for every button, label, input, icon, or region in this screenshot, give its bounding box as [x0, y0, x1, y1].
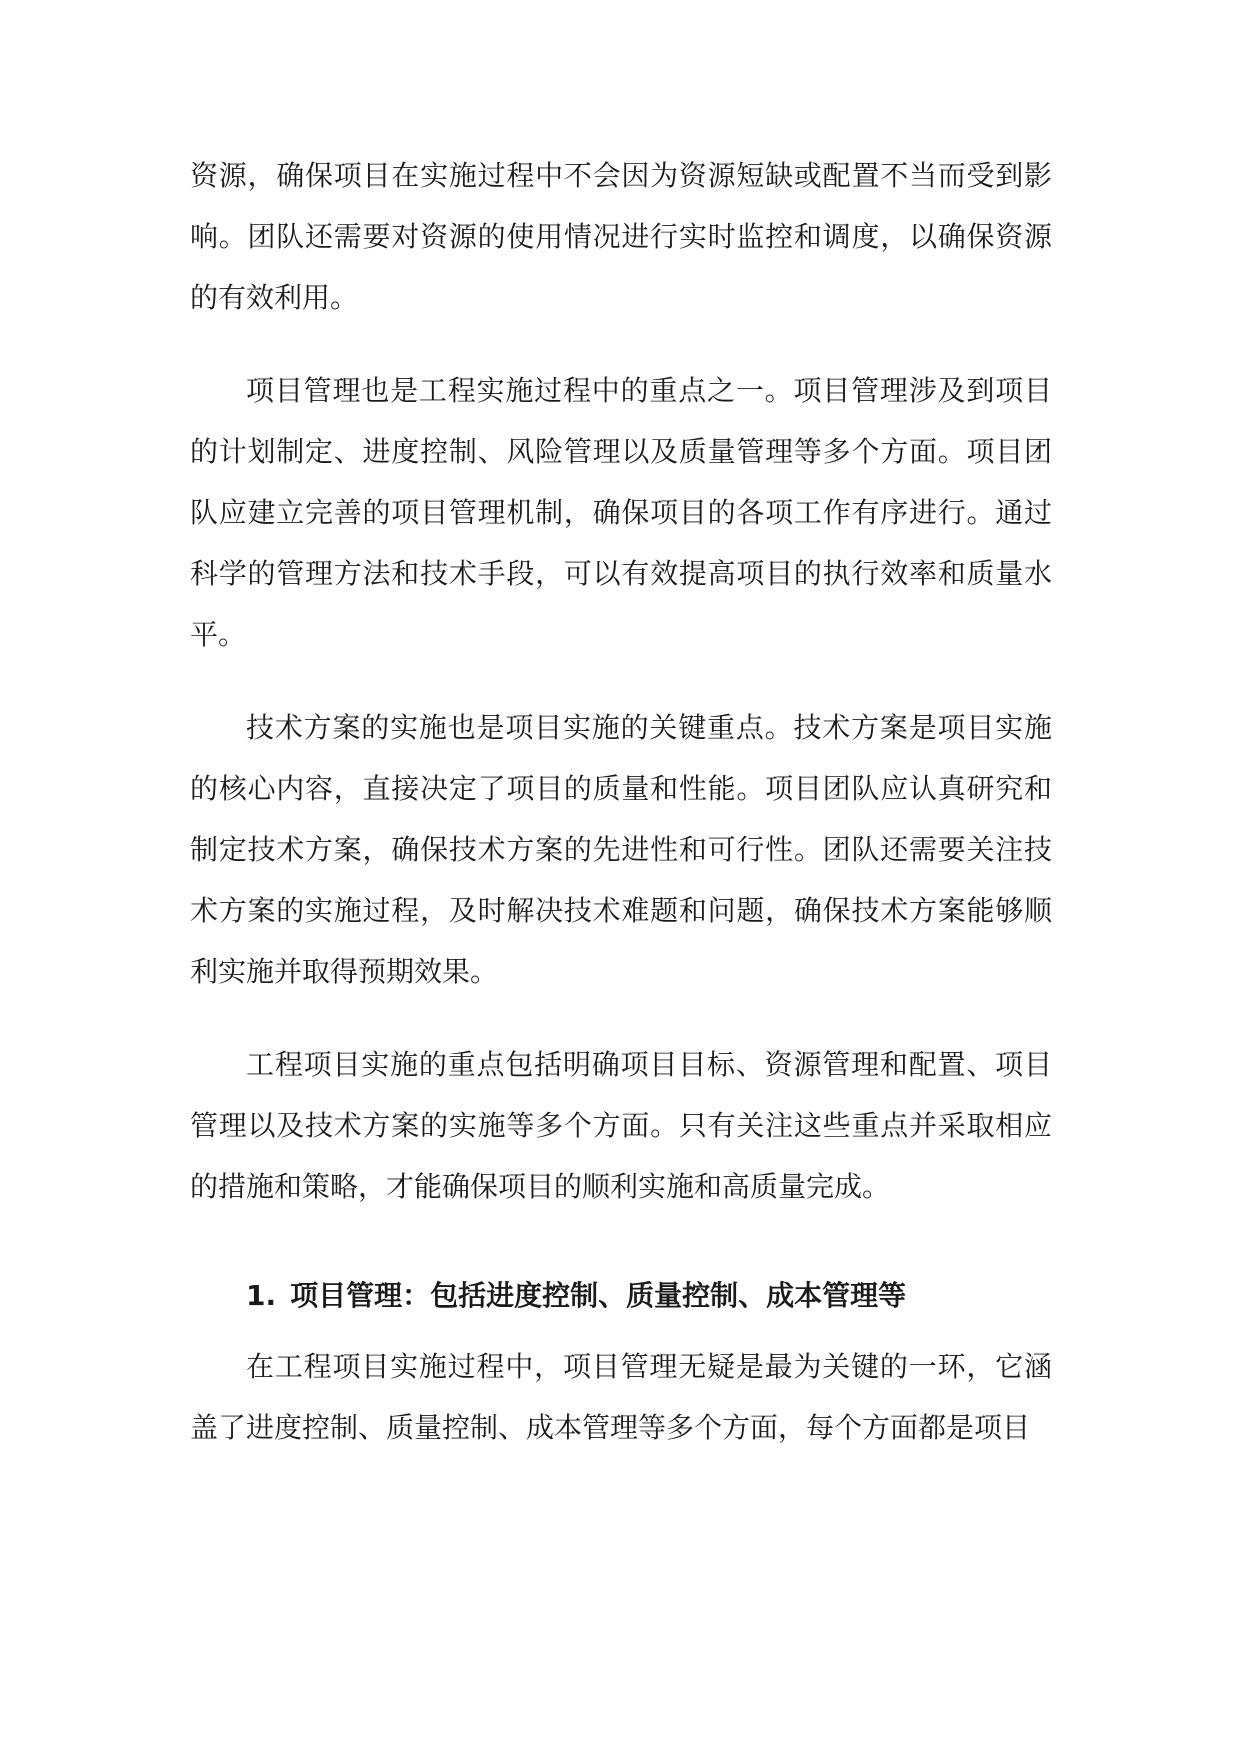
paragraph-section-intro: 在工程项目实施过程中，项目管理无疑是最为关键的一环，它涵盖了进度控制、质量控制、成本管理等多个方面，每个方面都是项目	[190, 1350, 1052, 1444]
paragraph-project-management: 项目管理也是工程实施过程中的重点之一。项目管理涉及到项目的计划制定、进度控制、风险管理以及质量管理等多个方面。项目团队应建立完善的项目管理机制，确保项目的各项工作有序进行。通过科学的管理方法和技术手段，可以有效提高项目的执行效率和质量水平。	[190, 374, 1052, 651]
section-heading	[190, 1265, 1052, 1326]
section-heading-text: 项目管理：包括进度控制、质量控制、成本管理等	[290, 1279, 907, 1312]
paragraph-resources-continued: 资源，确保项目在实施过程中不会因为资源短缺或配置不当而受到影响。团队还需要对资源的使用情况进行实时监控和调度，以确保资源的有效利用。	[190, 159, 1052, 314]
paragraph-technical-plan: 技术方案的实施也是项目实施的关键重点。技术方案是项目实施的核心内容，直接决定了项目的质量和性能。项目团队应认真研究和制定技术方案，确保技术方案的先进性和可行性。团队还需要关注技术方案的实施过程，及时解决技术难题和问题，确保技术方案能够顺利实施并取得预期效果。	[190, 711, 1052, 988]
paragraph-summary: 工程项目实施的重点包括明确项目目标、资源管理和配置、项目管理以及技术方案的实施等多个方面。只有关注这些重点并采取相应的措施和策略，才能确保项目的顺利实施和高质量完成。	[190, 1048, 1052, 1203]
section-heading-number: 1.	[246, 1279, 277, 1312]
document-body	[190, 145, 1052, 1490]
